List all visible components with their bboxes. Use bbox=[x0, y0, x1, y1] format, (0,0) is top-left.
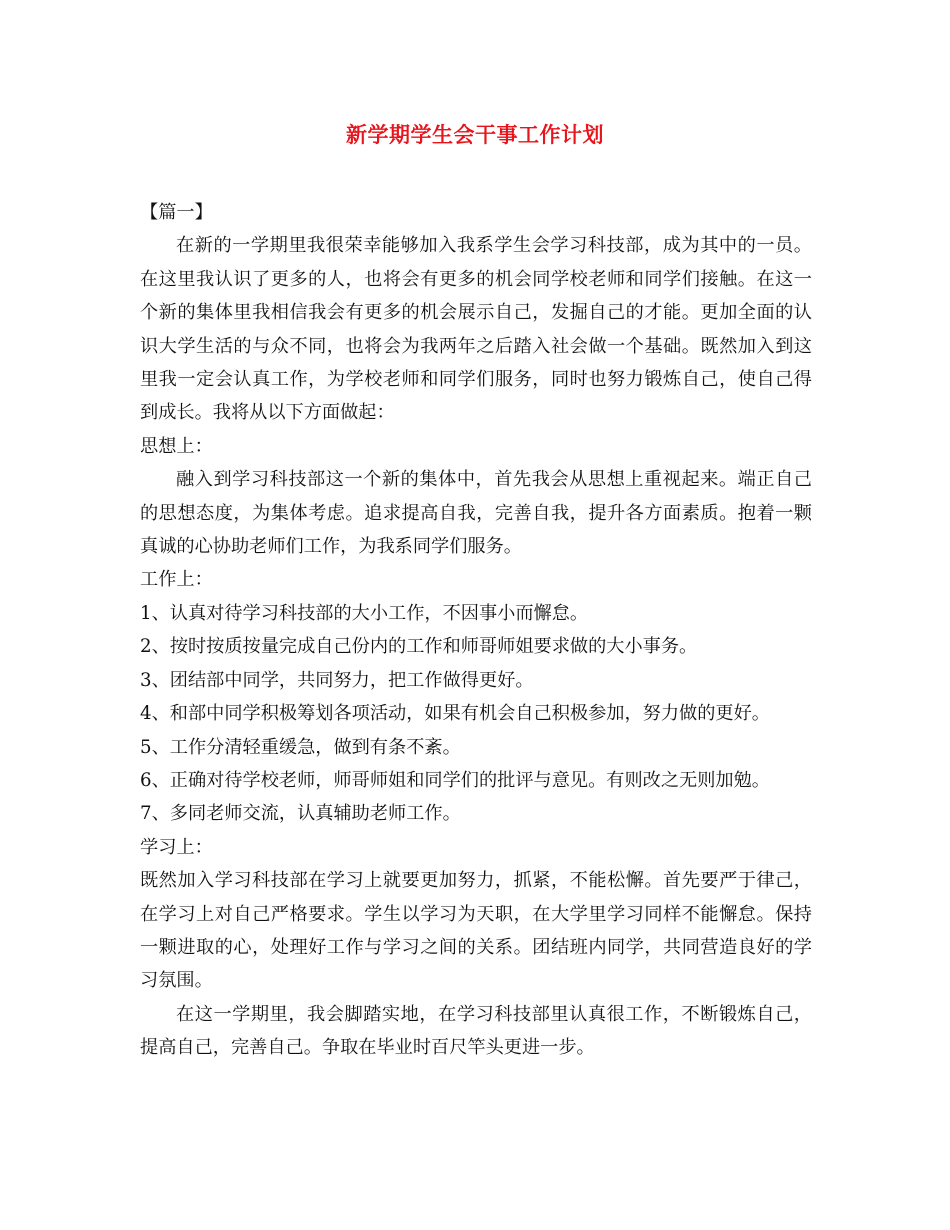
work-item: 1、认真对待学习科技部的大小工作，不因事小而懈怠。 bbox=[140, 602, 589, 624]
work-item: 5、工作分清轻重缓急，做到有条不紊。 bbox=[140, 736, 461, 758]
document-body bbox=[140, 196, 812, 1065]
work-item: 2、按时按质按量完成自己份内的工作和师哥师姐要求做的大小事务。 bbox=[140, 636, 698, 658]
intro-paragraph: 在新的一学期里我很荣幸能够加入我系学生会学习科技部，成为其中的一员。在这里我认识了更多的人，也将会有更多的机会同学校老师和同学们接触。在这一个新的集体里我相信我会有更多的机会展示自己，发掘自己的才能。更加全面的认识大学生活的与众不同，也将会为我两年之后踏入社会做一个基础。既然加入到这里我一定会认真工作，为学校老师和同学们服务，同时也努力锻炼自己，使自己得到成长。我将从以下方面做起： bbox=[140, 235, 812, 424]
study-paragraph: 既然加入学习科技部在学习上就要更加努力，抓紧，不能松懈。首先要严于律己，在学习上对自己严格要求。学生以学习为天职，在大学里学习同样不能懈怠。保持一颗进取的心，处理好工作与学习之间的关系。团结班内同学，共同营造良好的学习氛围。 bbox=[140, 870, 812, 992]
thought-paragraph: 融入到学习科技部这一个新的集体中，首先我会从思想上重视起来。端正自己的思想态度，为集体考虑。追求提高自我，完善自我，提升各方面素质。抱着一颗真诚的心协助老师们工作，为我系同学们服务。 bbox=[140, 469, 812, 558]
work-item: 6、正确对待学校老师，师哥师姐和同学们的批评与意见。有则改之无则加勉。 bbox=[140, 769, 770, 791]
thought-heading: 思想上： bbox=[140, 435, 213, 457]
study-heading: 学习上： bbox=[140, 836, 213, 858]
work-item: 3、团结部中同学，共同努力，把工作做得更好。 bbox=[140, 669, 534, 691]
closing-paragraph: 在这一学期里，我会脚踏实地，在学习科技部里认真很工作，不断锻炼自己，提高自己，完善自己。争取在毕业时百尺竿头更进一步。 bbox=[140, 1003, 812, 1059]
work-item: 4、和部中同学积极筹划各项活动，如果有机会自己积极参加，努力做的更好。 bbox=[140, 703, 770, 725]
work-item: 7、多同老师交流，认真辅助老师工作。 bbox=[140, 803, 461, 825]
document-title: 新学期学生会干事工作计划 bbox=[346, 123, 604, 147]
section-label: 【篇一】 bbox=[140, 202, 213, 223]
work-heading: 工作上： bbox=[140, 569, 213, 591]
